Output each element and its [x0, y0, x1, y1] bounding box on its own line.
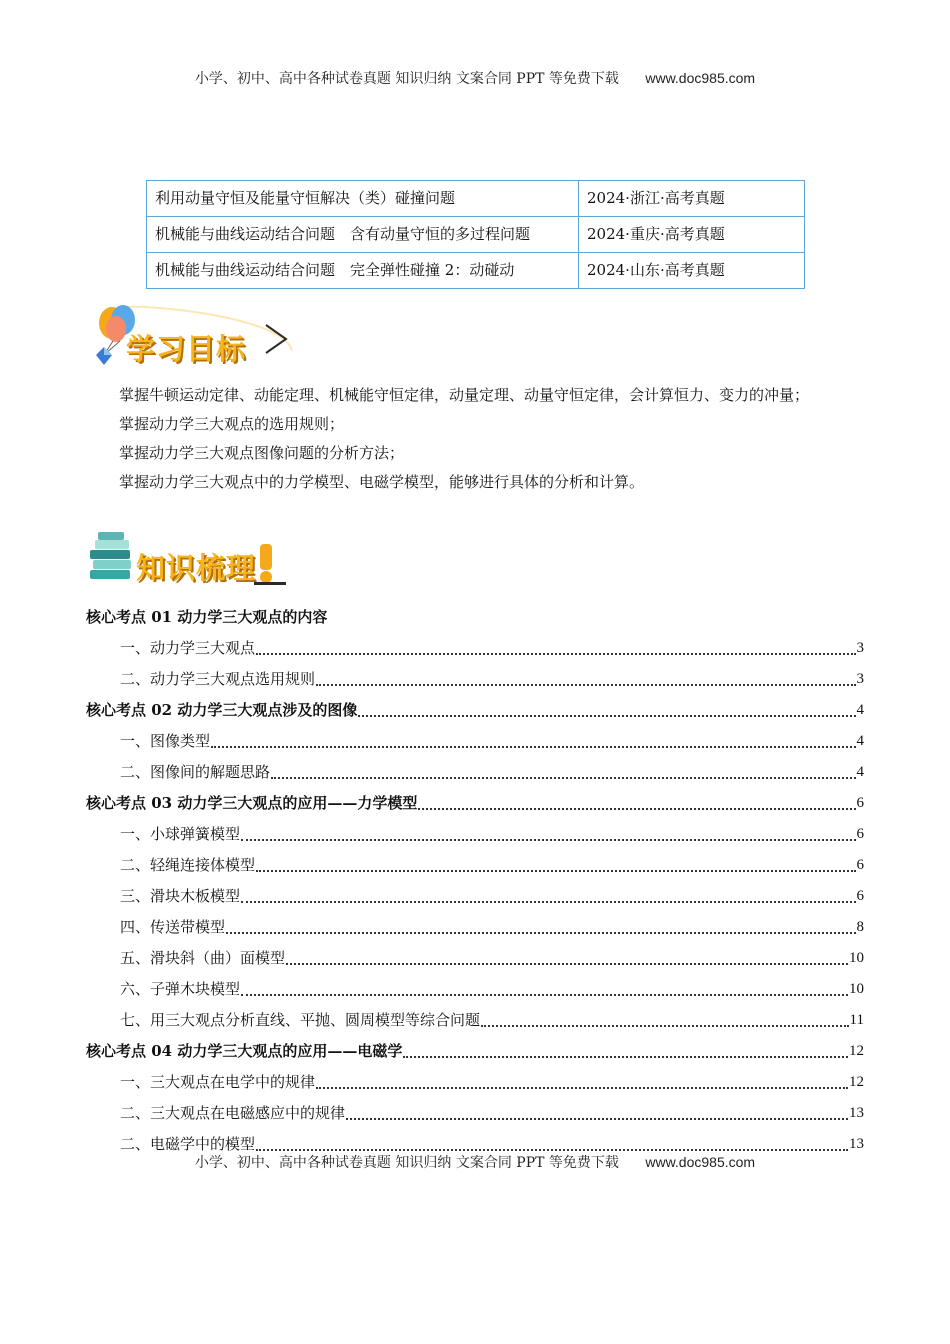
toc-entry-text: 一、动力学三大观点 — [120, 639, 256, 657]
toc-entry-text: 三、滑块木板模型 — [120, 887, 241, 905]
goal-item: 掌握动力学三大观点中的力学模型、电磁学模型，能够进行具体的分析和计算。 — [119, 473, 645, 491]
goal-item: 掌握动力学三大观点图像问题的分析方法； — [119, 444, 405, 462]
toc-page-number: 4 — [856, 764, 864, 780]
toc-leader — [241, 901, 855, 903]
toc-leader — [211, 746, 855, 748]
learning-goals-title: 学习目标 — [126, 332, 247, 366]
table-row — [147, 217, 805, 253]
learning-goals — [86, 381, 864, 497]
table-cell-source: 2024·浙江·高考真题 — [579, 181, 805, 217]
toc-item[interactable] — [86, 974, 864, 1005]
toc-entry-text: 一、图像类型 — [120, 732, 211, 750]
toc-page-number: 6 — [856, 857, 864, 873]
toc-leader — [241, 994, 848, 996]
table-cell-topic: 机械能与曲线运动结合问题 完全弹性碰撞 2：动碰动 — [147, 253, 579, 289]
toc-page-number: 11 — [849, 1012, 864, 1028]
toc-page-number: 10 — [849, 981, 864, 997]
toc-leader — [241, 839, 855, 841]
toc-leader — [481, 1025, 849, 1027]
toc-leader — [271, 777, 855, 779]
goal-item: 掌握动力学三大观点的选用规则； — [119, 415, 345, 433]
toc-leader — [418, 808, 855, 810]
toc-entry-text: 二、动力学三大观点选用规则 — [120, 670, 316, 688]
learning-goals-banner — [86, 303, 301, 378]
toc-entry-text: 四、传送带模型 — [120, 918, 226, 936]
toc-item[interactable] — [86, 912, 864, 943]
toc-page-number: 4 — [856, 733, 864, 749]
toc-entry-text: 七、用三大观点分析直线、平抛、圆周模型等综合问题 — [120, 1011, 481, 1029]
toc-entry-text: 核心考点 01 动力学三大观点的内容 — [86, 608, 328, 626]
footer-url[interactable]: www.doc985.com — [645, 1154, 756, 1170]
toc-page-number: 3 — [856, 671, 864, 687]
toc-leader — [346, 1118, 848, 1120]
toc-page-number: 13 — [849, 1136, 864, 1152]
toc-page-number: 10 — [849, 950, 864, 966]
toc-heading[interactable] — [86, 695, 864, 726]
toc-leader — [316, 1087, 848, 1089]
header-url[interactable]: www.doc985.com — [645, 70, 756, 86]
page-footer — [0, 1152, 950, 1172]
toc-leader — [256, 653, 855, 655]
table-cell-source: 2024·重庆·高考真题 — [579, 217, 805, 253]
toc-page-number: 6 — [856, 795, 864, 811]
toc-item[interactable] — [86, 1005, 864, 1036]
toc-item[interactable] — [86, 943, 864, 974]
toc-entry-text: 六、子弹木块模型 — [120, 980, 241, 998]
table-row — [147, 253, 805, 289]
footer-text: 小学、初中、高中各种试卷真题 知识归纳 文案合同 PPT 等免费下载 — [194, 1155, 619, 1171]
toc-entry-text: 一、三大观点在电学中的规律 — [120, 1073, 316, 1091]
toc-page-number: 12 — [849, 1043, 864, 1059]
knowledge-title: 知识梳理 — [136, 551, 257, 585]
table-cell-topic: 利用动量守恒及能量守恒解决（类）碰撞问题 — [147, 181, 579, 217]
toc-heading[interactable] — [86, 602, 864, 633]
toc-leader — [286, 963, 848, 965]
page-header — [0, 68, 950, 88]
toc-page-number: 4 — [856, 702, 864, 718]
table-of-contents — [86, 602, 864, 1160]
toc-item[interactable] — [86, 633, 864, 664]
toc-leader — [256, 870, 855, 872]
toc-entry-text: 二、电磁学中的模型 — [120, 1135, 256, 1153]
table-cell-topic: 机械能与曲线运动结合问题 含有动量守恒的多过程问题 — [147, 217, 579, 253]
toc-heading[interactable] — [86, 1036, 864, 1067]
header-text: 小学、初中、高中各种试卷真题 知识归纳 文案合同 PPT 等免费下载 — [194, 71, 619, 87]
goal-item: 掌握牛顿运动定律、动能定理、机械能守恒定律，动量定理、动量守恒定律，会计算恒力、变力的冲量； — [119, 386, 810, 404]
toc-item[interactable] — [86, 850, 864, 881]
toc-item[interactable] — [86, 757, 864, 788]
table-row — [147, 181, 805, 217]
toc-entry-text: 二、轻绳连接体模型 — [120, 856, 256, 874]
toc-leader — [403, 1056, 848, 1058]
toc-page-number: 3 — [856, 640, 864, 656]
toc-item[interactable] — [86, 1067, 864, 1098]
toc-item[interactable] — [86, 1098, 864, 1129]
toc-leader — [358, 715, 855, 717]
toc-entry-text: 核心考点 02 动力学三大观点涉及的图像 — [86, 701, 358, 719]
toc-entry-text: 核心考点 03 动力学三大观点的应用——力学模型 — [86, 794, 418, 812]
toc-page-number: 13 — [849, 1105, 864, 1121]
toc-entry-text: 五、滑块斜（曲）面模型 — [120, 949, 286, 967]
toc-page-number: 6 — [856, 888, 864, 904]
toc-entry-text: 二、三大观点在电磁感应中的规律 — [120, 1104, 346, 1122]
toc-item[interactable] — [86, 881, 864, 912]
toc-leader — [256, 1149, 848, 1151]
toc-page-number: 12 — [849, 1074, 864, 1090]
exam-source-table — [146, 180, 805, 289]
toc-page-number: 6 — [856, 826, 864, 842]
toc-leader — [226, 932, 855, 934]
toc-entry-text: 一、小球弹簧模型 — [120, 825, 241, 843]
toc-leader — [316, 684, 855, 686]
table-cell-source: 2024·山东·高考真题 — [579, 253, 805, 289]
toc-item[interactable] — [86, 726, 864, 757]
toc-entry-text: 二、图像间的解题思路 — [120, 763, 271, 781]
toc-page-number: 8 — [856, 919, 864, 935]
toc-entry-text: 核心考点 04 动力学三大观点的应用——电磁学 — [86, 1042, 403, 1060]
toc-item[interactable] — [86, 819, 864, 850]
knowledge-banner — [86, 530, 301, 595]
toc-item[interactable] — [86, 664, 864, 695]
toc-heading[interactable] — [86, 788, 864, 819]
